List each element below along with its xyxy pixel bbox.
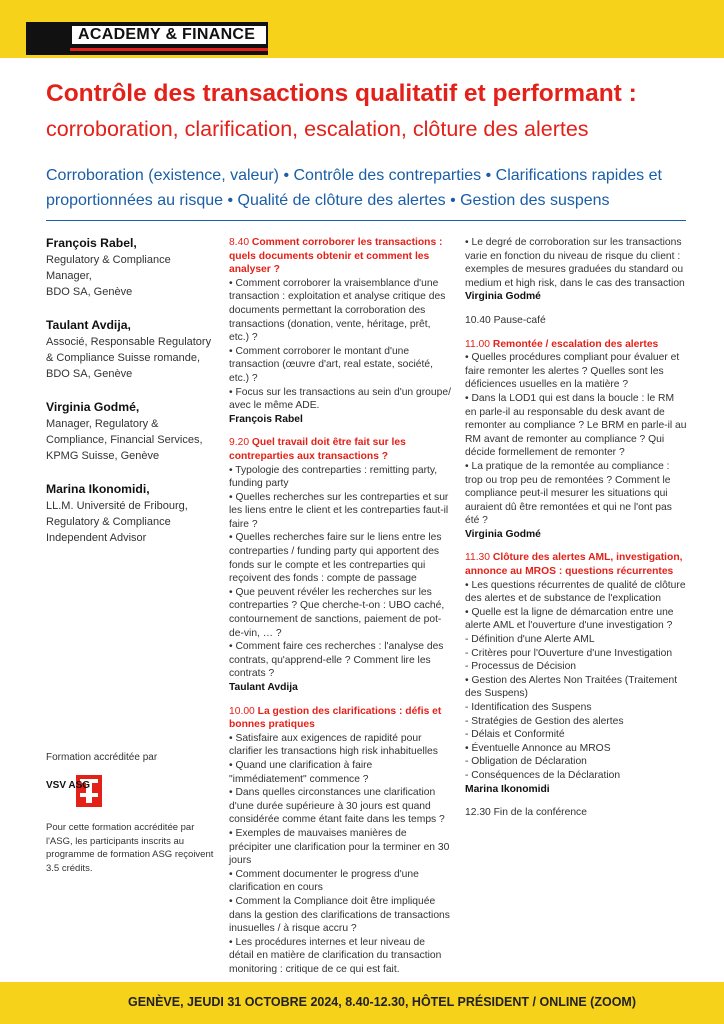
session-bullet: • Quand une clarification à faire "immédiatement" commence ?	[229, 759, 373, 785]
session-bullet: • Quelles procédures compliant pour évaluer et faire remonter les alertes ? Quelles sont les déficiences usuelles en la matière ?	[465, 352, 680, 391]
brand-underline	[70, 48, 268, 51]
session-bullet: • Quelles recherches sur les contreparties et sur les liens entre le client et les contreparties faut-il faire ?	[229, 491, 449, 530]
speaker-role: & Compliance Suisse romande,	[46, 352, 201, 364]
session-bullet: - Conséquences de la Déclaration	[465, 769, 621, 781]
session-bullet: • Comment corroborer le montant d'une transaction (œuvre d'art, real estate, société, etc.) ?	[229, 345, 433, 384]
session-heading: 9.20 Quel travail doit être fait sur les contreparties aux transactions ?	[229, 437, 406, 462]
accreditation-note: Pour cette formation accréditée par l'ASG, les participants inscrits au programme de formation ASG reçoivent 3.5 crédits.	[46, 822, 214, 874]
conference-end: 12.30 Fin de la conférence	[465, 807, 587, 819]
session-1130	[465, 551, 687, 796]
session	[229, 705, 451, 977]
session-bullet: • Comment documenter le progress d'une clarification en cours	[229, 868, 419, 894]
session-bullet: - Stratégies de Gestion des alertes	[465, 715, 624, 727]
session-bullet: • Le degré de corroboration sur les transactions varie en fonction du niveau de risque du client : exemples de mesures graduées du standard ou medium et high risk, dans le cas des transaction	[465, 237, 685, 289]
speaker-role: Manager, Regulatory &	[46, 418, 159, 430]
accreditation-label: Formation accréditée par	[46, 752, 158, 763]
speaker-name: Marina Ikonomidi,	[46, 482, 150, 496]
session-speaker: Virginia Godmé	[465, 528, 541, 540]
session-bullet: - Définition d'une Alerte AML	[465, 634, 595, 646]
session-speaker: François Rabel	[229, 413, 303, 425]
speaker-role: Independent Advisor	[46, 532, 147, 544]
session-bullet: • Dans quelles circonstances une clarification d'une durée supérieure à 30 jours est quand considérée comme étant faite dans les temps ?	[229, 787, 445, 826]
speaker-role: LL.M. Université de Fribourg,	[46, 500, 188, 512]
session-bullet: - Processus de Décision	[465, 661, 577, 673]
topics-line: Corroboration (existence, valeur) • Contrôle des contreparties • Clarifications rapides et proportionnées au risque • Qualité de clôture des alertes • Gestion des suspens	[46, 167, 662, 209]
speaker-role: Regulatory & Compliance	[46, 516, 171, 528]
speakers-list	[46, 234, 216, 562]
speaker	[46, 398, 216, 464]
speaker	[46, 234, 216, 300]
brand-label: ACADEMY & FINANCE	[70, 24, 268, 46]
session-speaker: Taulant Avdija	[229, 682, 298, 693]
speaker-name: Taulant Avdija,	[46, 318, 131, 332]
session-bullet: • Comment faire ces recherches : l'analyse des contrats, qu'apprend-elle ? Comment lire les contrats ?	[229, 641, 444, 680]
program-column-2	[229, 236, 451, 986]
session	[229, 236, 451, 426]
session-heading: 11.30 Clôture des alertes AML, investigation, annonce au MROS : questions récurrentes	[465, 552, 683, 578]
session-1100	[465, 338, 687, 542]
speaker-role: Compliance, Financial Services,	[46, 434, 203, 446]
session-bullet: • Comment corroborer la vraisemblance d'une transaction : exploitation et analyse critique des documents permettant la corroboration des transactions (donation, vente, héritage, prêt, etc.) ?	[229, 277, 446, 344]
speaker-role: Regulatory & Compliance	[46, 254, 171, 266]
session-bullet: • Éventuelle Annonce au MROS	[465, 742, 611, 754]
session-heading: 10.00 La gestion des clarifications : défis et bonnes pratiques	[229, 705, 442, 731]
pause: 10.40 Pause-café	[465, 314, 546, 326]
session-speaker: Virginia Godmé	[465, 291, 541, 303]
page-title: Contrôle des transactions qualitatif et performant :	[46, 80, 637, 107]
footer-bar	[0, 982, 724, 1024]
speaker	[46, 316, 216, 382]
session-bullet: - Délais et Conformité	[465, 729, 565, 741]
footer-text: GENÈVE, JEUDI 31 OCTOBRE 2024, 8.40-12.30, HÔTEL PRÉSIDENT / ONLINE (ZOOM)	[127, 995, 636, 1009]
session-heading: 8.40 Comment corroborer les transactions : quels documents obtenir et comment les analyser ?	[229, 237, 443, 276]
session-bullet: • Comment la Compliance doit être impliquée dans la gestion des clarifications de transactions inusuelles / à risque accru ?	[229, 895, 450, 935]
asg-logo	[46, 773, 104, 809]
session-bullet: • Quelle est la ligne de démarcation entre une alerte AML et l'ouverture d'une investigation ?	[465, 606, 674, 632]
session-speaker: Marina Ikonomidi	[465, 783, 550, 795]
program-column-3	[465, 236, 687, 830]
session-bullet: • Gestion des Alertes Non Traitées (Traitement des Suspens)	[465, 674, 678, 700]
speaker-role: Manager,	[46, 270, 92, 282]
session-continued	[465, 236, 687, 304]
session-bullet: • Focus sur les transactions au sein d'un groupe/ avec le même ADE.	[229, 386, 451, 412]
speaker	[46, 480, 216, 546]
session-bullet: - Identification des Suspens	[465, 702, 592, 713]
session-bullet: • Les procédures internes et leur niveau de détail en matière de clarification du transaction monitoring : critique de ce qui est fait.	[229, 936, 442, 975]
session-heading: 11.00 Remontée / escalation des alertes	[465, 338, 659, 350]
accreditation-block	[46, 752, 216, 875]
speaker-role: BDO SA, Genève	[46, 368, 133, 380]
speaker-role: KPMG Suisse, Genève	[46, 450, 160, 462]
session-bullet: • Les questions récurrentes de qualité de clôture des alertes et de substance de l'explication	[465, 579, 686, 605]
session	[229, 436, 451, 694]
session-bullet: • La pratique de la remontée au compliance : trop ou trop peu de remontées ? Comment le compliance peut-il mesurer les situations qui auraient dû être remontées et qui ne l'ont pas été ?	[465, 460, 672, 527]
asg-logo-icon	[46, 773, 104, 809]
page-subtitle: corroboration, clarification, escalation, clôture des alertes	[46, 117, 589, 141]
session-bullet: - Obligation de Déclaration	[465, 756, 587, 768]
speaker-role: BDO SA, Genève	[46, 286, 133, 298]
session-bullet: • Quelles recherches faire sur le liens entre les contreparties / funding party qui apportent des fonds sur le compte et les contreparties qui reçoivent des fonds : compte de passage	[229, 532, 442, 585]
session-bullet: • Exemples de mauvaises manières de précipiter une clarification pour la terminer en 30 jours	[229, 827, 450, 867]
session-bullet: • Que peuvent révéler les recherches sur les contreparties ? Que cherche-t-on : UBO caché, contournement de sanctions, paiement de pot-de-vin, … ?	[229, 586, 445, 639]
divider	[46, 220, 686, 221]
asg-logo-text: VSV ASG	[46, 780, 91, 791]
session-bullet: • Satisfaire aux exigences de rapidité pour clarifier les transactions high risk inhabituelles	[229, 732, 438, 758]
speaker-name: François Rabel,	[46, 236, 137, 250]
speaker-name: Virginia Godmé,	[46, 400, 140, 414]
speaker-role: Associé, Responsable Regulatory	[46, 336, 212, 348]
session-bullet: • Typologie des contreparties : remitting party, funding party	[229, 464, 438, 490]
session-bullet: - Critères pour l'Ouverture d'une Investigation	[465, 647, 673, 659]
session-bullet: • Dans la LOD1 qui est dans la boucle : le RM en parle-il au responsable du desk avant de remonter au compliance ? Le BRM en parle-il au RM avant de remonter au compliance ? Qui décide formellement de remonter ?	[465, 392, 687, 459]
